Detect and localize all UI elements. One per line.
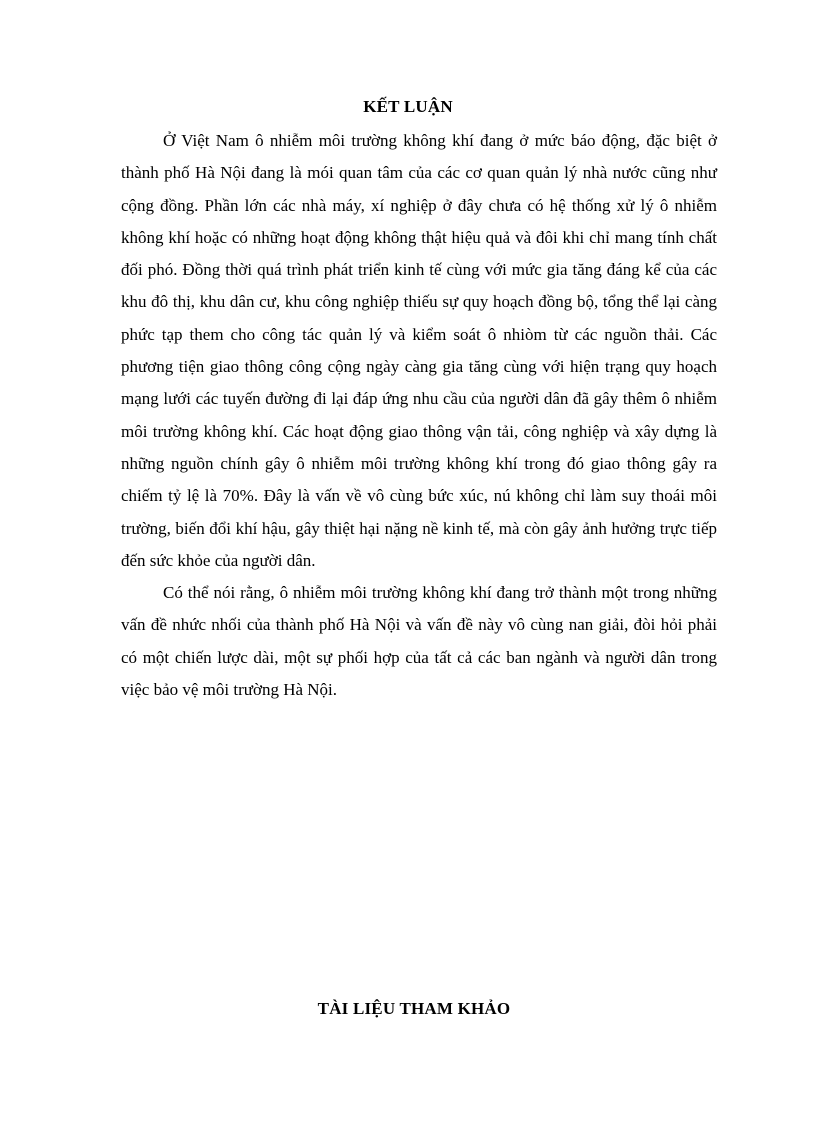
conclusion-heading: KẾT LUẬN <box>363 97 453 116</box>
conclusion-body <box>121 125 717 706</box>
conclusion-paragraph-2: Có thể nói rằng, ô nhiễm môi trường không khí đang trở thành một trong những vấn đề nhức nhối của thành phố Hà Nội và vấn đề này vô cùng nan giải, đòi hỏi phải có một chiến lược dài, một sự phối hợp của tất cả các ban ngành và người dân trong việc bảo vệ môi trường Hà Nội. <box>121 583 717 700</box>
references-heading: TÀI LIỆU THAM KHẢO <box>317 999 511 1018</box>
conclusion-paragraph-1: Ở Việt Nam ô nhiễm môi trường không khí đang ở mức báo động, đặc biệt ở thành phố Hà Nội đang là mói quan tâm của các cơ quan quản lý nhà nước cũng như cộng đồng. Phần lớn các nhà máy, xí nghiệp ở đây chưa có hệ thống xử lý ô nhiễm không khí hoặc có những hoạt động không thật hiệu quả và đôi khi chỉ mang tính chất đối phó. Đồng thời quá trình phát triển kinh tế cùng với mức gia tăng đáng kể của các khu đô thị, khu dân cư, khu công nghiệp thiếu sự quy hoạch đồng bộ, tổng thể lại càng phức tạp them cho công tác quản lý và kiểm soát ô nhiòm từ các nguồn thải. Các phương tiện giao thông công cộng ngày càng gia tăng cùng với hiện trạng quy hoạch mạng lưới các tuyến đường đi lại đáp ứng nhu cầu của người dân đã gây thêm ô nhiễm môi trường không khí. Các hoạt động giao thông vận tải, công nghiệp và xây dựng là những nguồn chính gây ô nhiễm môi trường không khí trong đó giao thông gây ra chiếm tỷ lệ là 70%. Đây là vấn về vô cùng bức xúc, nú không chỉ làm suy thoái môi trường, biến đổi khí hậu, gây thiệt hại nặng nề kinh tế, mà còn gây ảnh hưởng trực tiếp đến sức khỏe của người dân. <box>121 131 717 570</box>
